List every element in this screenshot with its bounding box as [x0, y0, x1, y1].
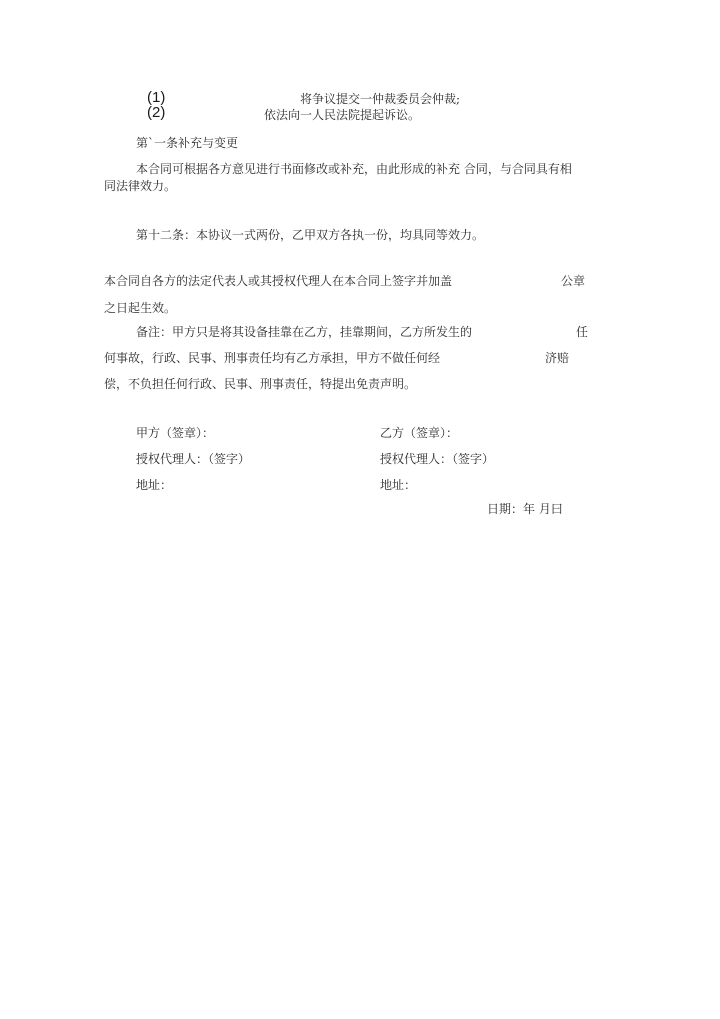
article-eleven-heading: 第`一条补充与变更 [136, 136, 239, 150]
item-1-number: (1) [147, 89, 166, 106]
remarks-line-1-tail: 任 [576, 325, 589, 339]
item-2-text: 依法向一人民法院提起诉讼。 [264, 108, 421, 122]
party-b-agent: 授权代理人：（签字） [380, 452, 495, 466]
article-twelve: 第十二条：本协议一式两份，乙甲双方各执一份，均具同等效力。 [136, 228, 485, 242]
party-a-seal: 甲方（签章）： [136, 426, 215, 440]
party-a-address: 地址： [136, 478, 173, 492]
article-eleven-line-1: 本合同可根据各方意见进行书面修改或补充，由此形成的补充 合同，与合同具有相 [136, 162, 572, 176]
party-a-agent: 授权代理人：（签字） [136, 452, 251, 466]
effective-line-1-tail: 公章 [561, 274, 586, 288]
remarks-line-2-tail: 济赔 [545, 351, 570, 365]
article-eleven-line-2: 同法律效力。 [104, 179, 177, 193]
remarks-line-2: 何事故，行政、民事、刑事责任均有乙方承担，甲方不做任何经 [104, 351, 441, 365]
item-2-number: (2) [147, 104, 166, 121]
party-b-address: 地址： [380, 478, 417, 492]
effective-line-1: 本合同自各方的法定代表人或其授权代理人在本合同上签字并加盖 [104, 274, 453, 288]
party-b-seal: 乙方（签章）： [380, 426, 459, 440]
item-1-text: 将争议提交一仲裁委员会仲裁; [300, 92, 461, 106]
effective-line-2: 之日起生效。 [104, 301, 177, 315]
remarks-line-1: 备注：甲方只是将其设备挂靠在乙方，挂靠期间，乙方所发生的 [136, 325, 473, 339]
signing-date: 日期：年 月曰 [487, 502, 563, 516]
remarks-line-3: 偿，不负担任何行政、民事、刑事责任，特提出免责声明。 [104, 377, 417, 391]
